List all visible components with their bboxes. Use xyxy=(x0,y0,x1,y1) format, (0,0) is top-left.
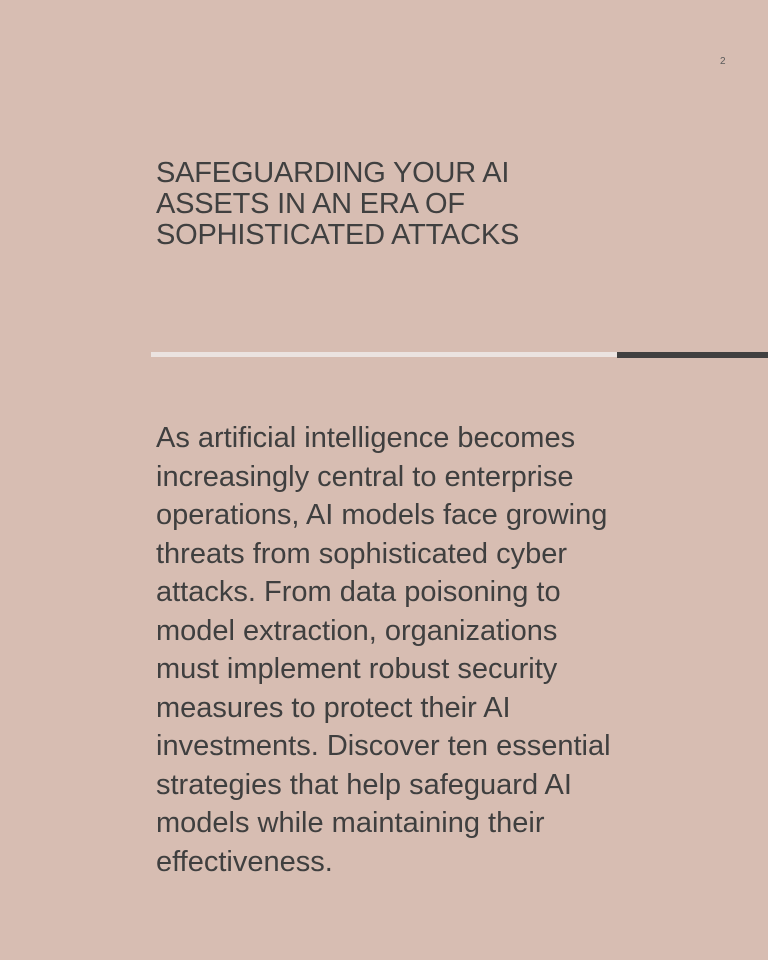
page-number: 2 xyxy=(720,56,726,67)
page-title: SAFEGUARDING YOUR AI ASSETS IN AN ERA OF SOPHISTICATED ATTACKS xyxy=(156,157,520,251)
divider-dark xyxy=(617,352,768,358)
body-paragraph: As artificial intelligence becomes increasingly central to enterprise operations, AI models face growing threats from sophisticated cyber attacks. From data poisoning to model extraction, organizations must implement robust security measures to protect their AI investments. Discover ten essential strategies that help safeguard AI models while maintaining their effectiveness. xyxy=(156,422,611,878)
divider-light xyxy=(151,352,617,357)
